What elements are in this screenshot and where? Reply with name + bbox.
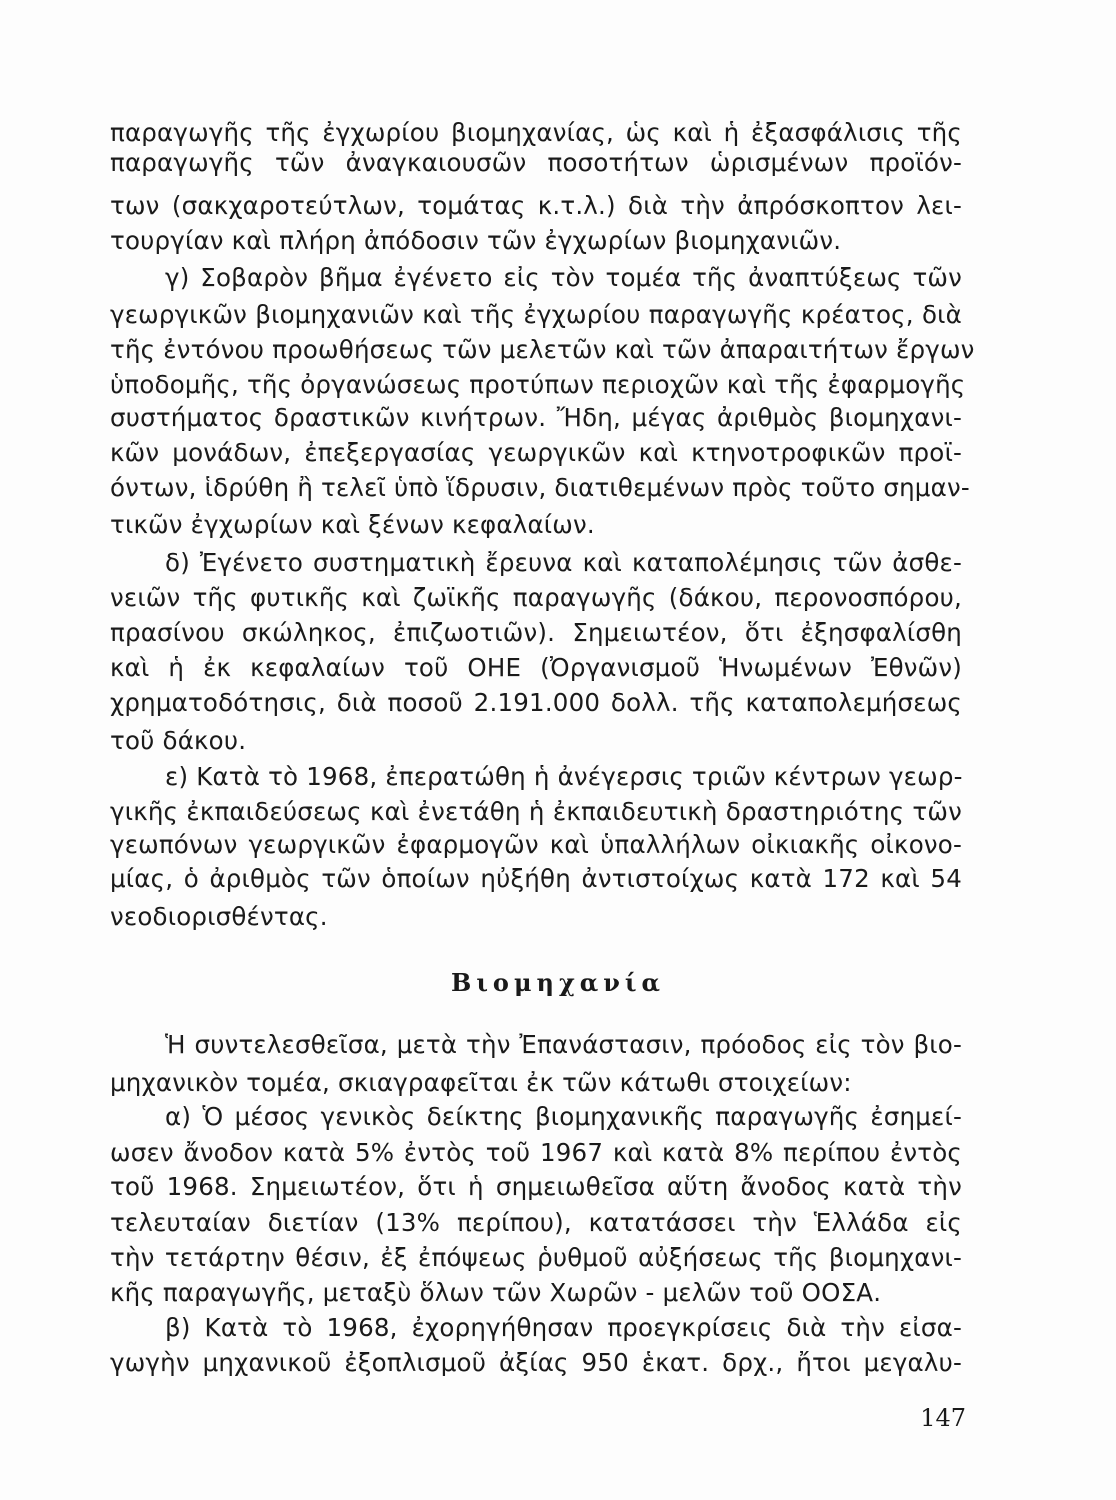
text-line: τὴν τετάρτην θέσιν, ἐξ ἐπόψεως ῥυθμοῦ αὐξήσεως τῆς βιομηχανι-: [110, 1243, 962, 1272]
page-number: 147: [920, 1404, 966, 1432]
text-line: ὑποδομῆς, τῆς ὀργανώσεως προτύπων περιοχῶν καὶ τῆς ἐφαρμογῆς: [110, 370, 966, 399]
text-line: χρηματοδότησις, διὰ ποσοῦ 2.191.000 δολλ. τῆς καταπολεμήσεως: [110, 688, 962, 717]
text-line: γεωργικῶν βιομηχανιῶν καὶ τῆς ἐγχωρίου παραγωγῆς κρέατος, διὰ: [110, 300, 962, 329]
text-line: γικῆς ἐκπαιδεύσεως καὶ ἐνετάθη ἡ ἐκπαιδευτικὴ δραστηριότης τῶν: [110, 797, 962, 826]
text-line: πρασίνου σκώληκος, ἐπιζωοτιῶν). Σημειωτέον, ὅτι ἐξησφαλίσθη: [110, 618, 962, 647]
section-heading: Βιομηχανία: [451, 968, 665, 997]
text-line: τοῦ 1968. Σημειωτέον, ὅτι ἡ σημειωθεῖσα αὕτη ἄνοδος κατὰ τὴν: [110, 1172, 962, 1201]
text-line: τοῦ δάκου.: [110, 726, 247, 755]
paragraph-industry-start: Ἡ συντελεσθεῖσα, μετὰ τὴν Ἐπανάστασιν, πρόοδος εἰς τὸν βιο-: [165, 1030, 962, 1059]
text-line: παραγωγῆς τῆς ἐγχωρίου βιομηχανίας, ὡς καὶ ἡ ἐξασφάλισις τῆς: [110, 118, 962, 147]
paragraph-alpha-start: α) Ὁ μέσος γενικὸς δείκτης βιομηχανικῆς παραγωγῆς ἐσημεί-: [165, 1102, 962, 1131]
text-line: γεωπόνων γεωργικῶν ἐφαρμογῶν καὶ ὑπαλλήλων οἰκιακῆς οἰκονο-: [110, 830, 962, 859]
paragraph-delta-start: δ) Ἐγένετο συστηματικὴ ἔρευνα καὶ καταπολέμησις τῶν ἀσθε-: [165, 548, 962, 577]
paragraph-gamma-start: γ) Σοβαρὸν βῆμα ἐγένετο εἰς τὸν τομέα τῆς ἀναπτύξεως τῶν: [165, 263, 962, 292]
text-line: τικῶν ἐγχωρίων καὶ ξένων κεφαλαίων.: [110, 510, 595, 539]
text-line: νειῶν τῆς φυτικῆς καὶ ζωϊκῆς παραγωγῆς (δάκου, περονοσπόρου,: [110, 583, 962, 612]
text-line: τῆς ἐντόνου προωθήσεως τῶν μελετῶν καὶ τῶν ἀπαραιτήτων ἔργων: [110, 335, 975, 364]
text-line: όντων, ἱδρύθη ἢ τελεῖ ὑπὸ ἵδρυσιν, διατιθεμένων πρὸς τοῦτο σημαν-: [110, 473, 970, 502]
text-line: νεοδιορισθέντας.: [110, 902, 328, 931]
text-line: τουργίαν καὶ πλήρη ἀπόδοσιν τῶν ἐγχωρίων βιομηχανιῶν.: [110, 226, 842, 255]
text-line: μίας, ὁ ἀριθμὸς τῶν ὁποίων ηὐξήθη ἀντιστοίχως κατὰ 172 καὶ 54: [110, 864, 962, 893]
text-line: των (σακχαροτεύτλων, τομάτας κ.τ.λ.) διὰ τὴν ἀπρόσκοπτον λει-: [110, 191, 962, 220]
text-line: παραγωγῆς τῶν ἀναγκαιουσῶν ποσοτήτων ὡρισμένων προϊόν-: [110, 148, 962, 177]
text-line: συστήματος δραστικῶν κινήτρων. Ἤδη, μέγας ἀριθμὸς βιομηχανι-: [110, 403, 962, 432]
text-line: καὶ ἡ ἐκ κεφαλαίων τοῦ ΟΗΕ (Ὀργανισμοῦ Ἡνωμένων Ἐθνῶν): [110, 653, 962, 682]
text-line: κῶν μονάδων, ἐπεξεργασίας γεωργικῶν καὶ κτηνοτροφικῶν προϊ-: [110, 438, 962, 467]
paragraph-epsilon-start: ε) Κατὰ τὸ 1968, ἐπερατώθη ἡ ἀνέγερσις τριῶν κέντρων γεωρ-: [165, 762, 963, 791]
text-line: γωγὴν μηχανικοῦ ἐξοπλισμοῦ ἀξίας 950 ἑκατ. δρχ., ἤτοι μεγαλυ-: [110, 1348, 962, 1377]
text-line: κῆς παραγωγῆς, μεταξὺ ὅλων τῶν Χωρῶν - μελῶν τοῦ ΟΟΣΑ.: [110, 1278, 882, 1307]
text-line: ωσεν ἄνοδον κατὰ 5% ἐντὸς τοῦ 1967 καὶ κατὰ 8% περίπου ἐντὸς: [110, 1138, 962, 1167]
paragraph-beta-start: β) Κατὰ τὸ 1968, ἐχορηγήθησαν προεγκρίσεις διὰ τὴν εἰσα-: [165, 1313, 962, 1342]
text-line: τελευταίαν διετίαν (13% περίπου), κατατάσσει τὴν Ἑλλάδα εἰς: [110, 1208, 962, 1237]
text-line: μηχανικὸν τομέα, σκιαγραφεῖται ἐκ τῶν κάτωθι στοιχείων:: [110, 1068, 852, 1097]
